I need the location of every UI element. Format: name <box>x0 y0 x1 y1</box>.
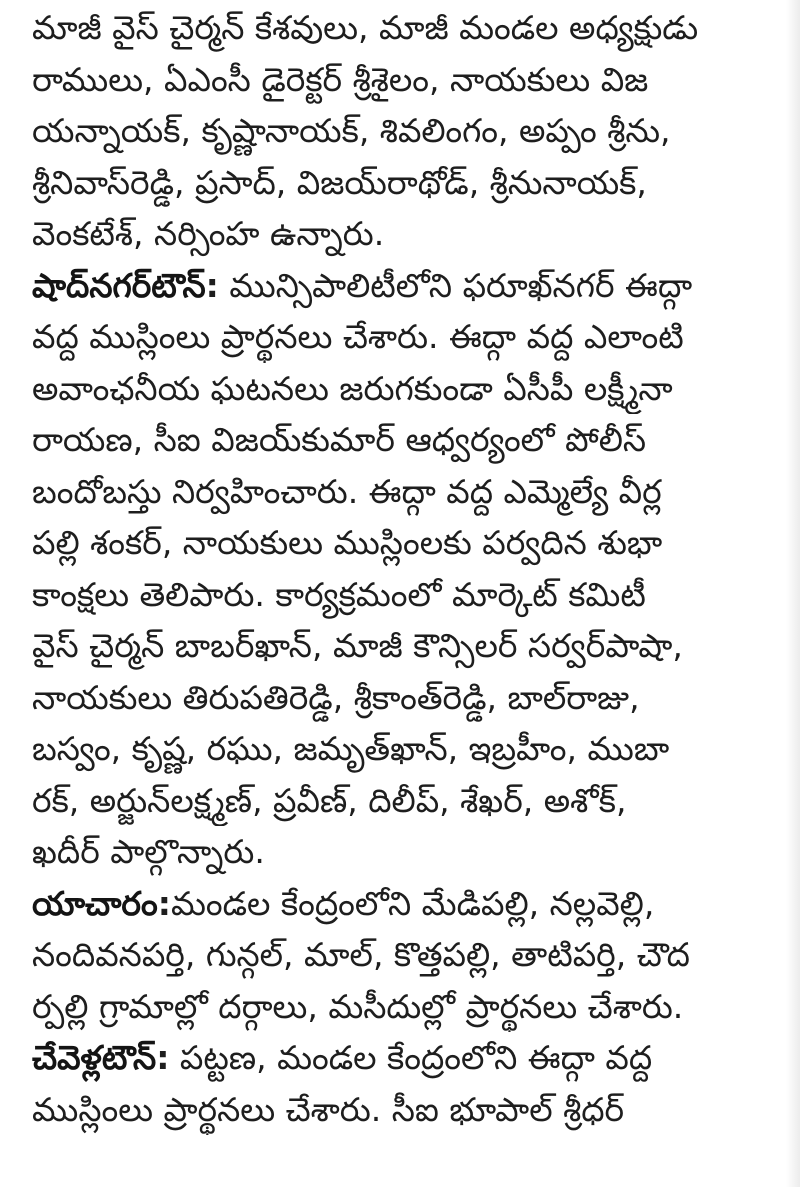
yacharam-dateline: యాచారం <box>32 883 158 923</box>
article-line: మాజీ వైస్ చైర్మన్ కేశవులు, మాజీ మండల అధ్యక్షుడు <box>32 8 699 47</box>
page-edge-shadow <box>786 0 800 1187</box>
article-line: వద్ద ముస్లింలు ప్రార్థనలు చేశారు. ఈద్గా వద్ద ఎలాంటి <box>32 317 684 356</box>
article-line: అవాంఛనీయ ఘటనలు జరుగకుండా ఏసీపీ లక్ష్మీనా <box>32 368 673 408</box>
dateline-colon: : <box>205 265 219 305</box>
article-line: ర్పల్లి గ్రామాల్లో దర్గాలు, మసీదుల్లో ప్రార్థనలు చేశారు. <box>32 986 684 1026</box>
article-text: పట్టణ, మండల కేంద్రంలోని ఈద్గా వద్ద <box>179 1038 653 1077</box>
article-line: ఖదీర్ పాల్గొన్నారు. <box>32 832 265 871</box>
article-line: రాయణ, సీఐ విజయ్‌కుమార్ ఆధ్వర్యంలో పోలీస్ <box>32 420 647 459</box>
article-line: బస్వం, కృష్ణ, రఘు, జమృత్‌ఖాన్, ఇబ్రహీం, ముబా <box>32 729 670 768</box>
article-line: వెంకటేశ్, నర్సింహ ఉన్నారు. <box>32 214 385 253</box>
yacharam-first-line <box>32 878 762 930</box>
article-text: మున్సిపాలిటీలోని ఫరూఖ్‌నగర్ ఈద్గా <box>229 265 693 305</box>
article-line: ముస్లింలు ప్రార్థనలు చేశారు. సీఐ భూపాల్ శ్రీధర్ <box>32 1089 625 1129</box>
shadnagar-dateline: షాద్‌నగర్‌టౌన్ <box>32 265 206 305</box>
article-line: బందోబస్తు నిర్వహించారు. ఈద్గా వద్ద ఎమ్మెల్యే వీర్ల <box>32 471 662 511</box>
article-line: వైస్ చైర్మన్ బాబర్‌ఖాన్, మాజీ కౌన్సిలర్ సర్వర్‌పాషా, <box>32 626 683 665</box>
article-text: మండల కేంద్రంలోని మేడిపల్లి, నల్లవెల్లి, <box>170 883 655 923</box>
news-article <box>32 2 762 1135</box>
article-line: కాంక్షలు తెలిపారు. కార్యక్రమంలో మార్కెట్ కమిటీ <box>32 574 646 614</box>
shadnagar-first-line <box>32 260 762 312</box>
article-line: శ్రీనివాస్‌రెడ్డి, ప్రసాద్, విజయ్‌రాథోడ్, శ్రీనునాయక్, <box>32 162 647 202</box>
dateline-colon: : <box>156 1038 170 1077</box>
article-line: పల్లి శంకర్, నాయకులు ముస్లింలకు పర్వదిన శుభా <box>32 523 663 562</box>
article-line: నందివనపర్తి, గున్గల్, మాల్, కొత్తపల్లి, తాటిపర్తి, చౌద <box>32 935 690 974</box>
dateline-colon: : <box>157 883 171 923</box>
chevella-dateline: చేవెళ్లటౌన్ <box>32 1038 157 1077</box>
article-line: రక్, అర్జున్‌లక్ష్మణ్, ప్రవీణ్, దిలీప్, శేఖర్, అశోక్, <box>32 780 627 820</box>
article-line: నాయకులు తిరుపతిరెడ్డి, శ్రీకాంత్‌రెడ్డి, బాల్‌రాజు, <box>32 677 640 717</box>
article-line: రాములు, ఏఎంసీ డైరెక్టర్ శ్రీశైలం, నాయకులు విజ <box>32 59 649 99</box>
article-line: యన్నాయక్, కృష్ణానాయక్, శివలింగం, అప్పం శ్రీను, <box>32 111 671 150</box>
chevella-first-line <box>32 1032 762 1084</box>
